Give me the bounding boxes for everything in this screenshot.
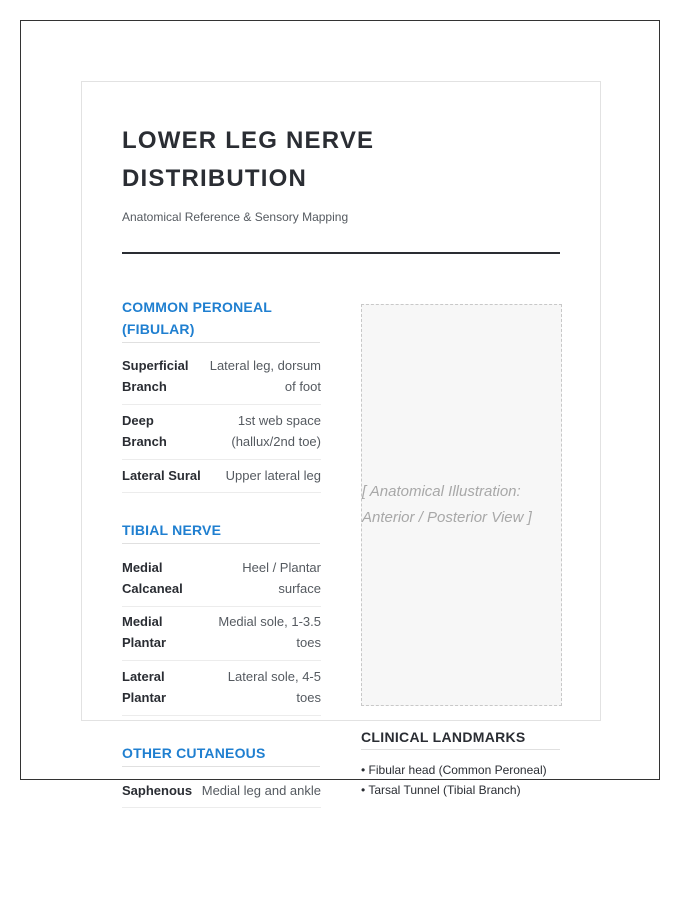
nerve-region: Upper lateral leg: [225, 468, 321, 483]
nerve-name: Lateral Sural: [122, 468, 201, 483]
table-row: [122, 611, 321, 661]
nerve-name: Superficial Branch: [122, 358, 189, 394]
title-divider: [122, 252, 560, 254]
list-item: • Tarsal Tunnel (Tibial Branch): [361, 783, 521, 797]
table-row: [122, 666, 321, 716]
table-row: [122, 465, 321, 493]
list-item: • Fibular head (Common Peroneal): [361, 763, 547, 777]
nerve-name: Lateral Plantar: [122, 669, 167, 705]
table-row: [122, 355, 321, 405]
nerve-name: Medial Calcaneal: [122, 560, 183, 596]
nerve-region: Medial leg and ankle: [201, 783, 321, 798]
illustration-placeholder: [361, 304, 562, 706]
nerve-name: Deep Branch: [122, 413, 167, 449]
illustration-caption: [ Anatomical Illustration: Anterior / Posterior View ]: [362, 483, 532, 526]
table-row: [122, 780, 321, 808]
nerve-region: Lateral leg, dorsum of foot: [209, 358, 321, 394]
nerve-region: Lateral sole, 4-5 toes: [227, 669, 321, 705]
nerve-name: Saphenous: [122, 783, 193, 798]
nerve-name: Medial Plantar: [122, 614, 167, 650]
page-subtitle: Anatomical Reference & Sensory Mapping: [122, 210, 349, 224]
nerve-region: Heel / Plantar surface: [242, 560, 321, 596]
section-heading-common-peroneal: COMMON PERONEAL (FIBULAR): [122, 296, 320, 343]
table-row: [122, 410, 321, 460]
section-heading-other-cutaneous: OTHER CUTANEOUS: [122, 742, 320, 767]
landmarks-heading: CLINICAL LANDMARKS: [361, 727, 560, 750]
page-title: LOWER LEG NERVE DISTRIBUTION: [122, 127, 375, 192]
nerve-region: 1st web space (hallux/2nd toe): [231, 413, 321, 449]
section-heading-tibial-nerve: TIBIAL NERVE: [122, 519, 320, 544]
nerve-region: Medial sole, 1-3.5 toes: [218, 614, 321, 650]
table-row: [122, 557, 321, 607]
